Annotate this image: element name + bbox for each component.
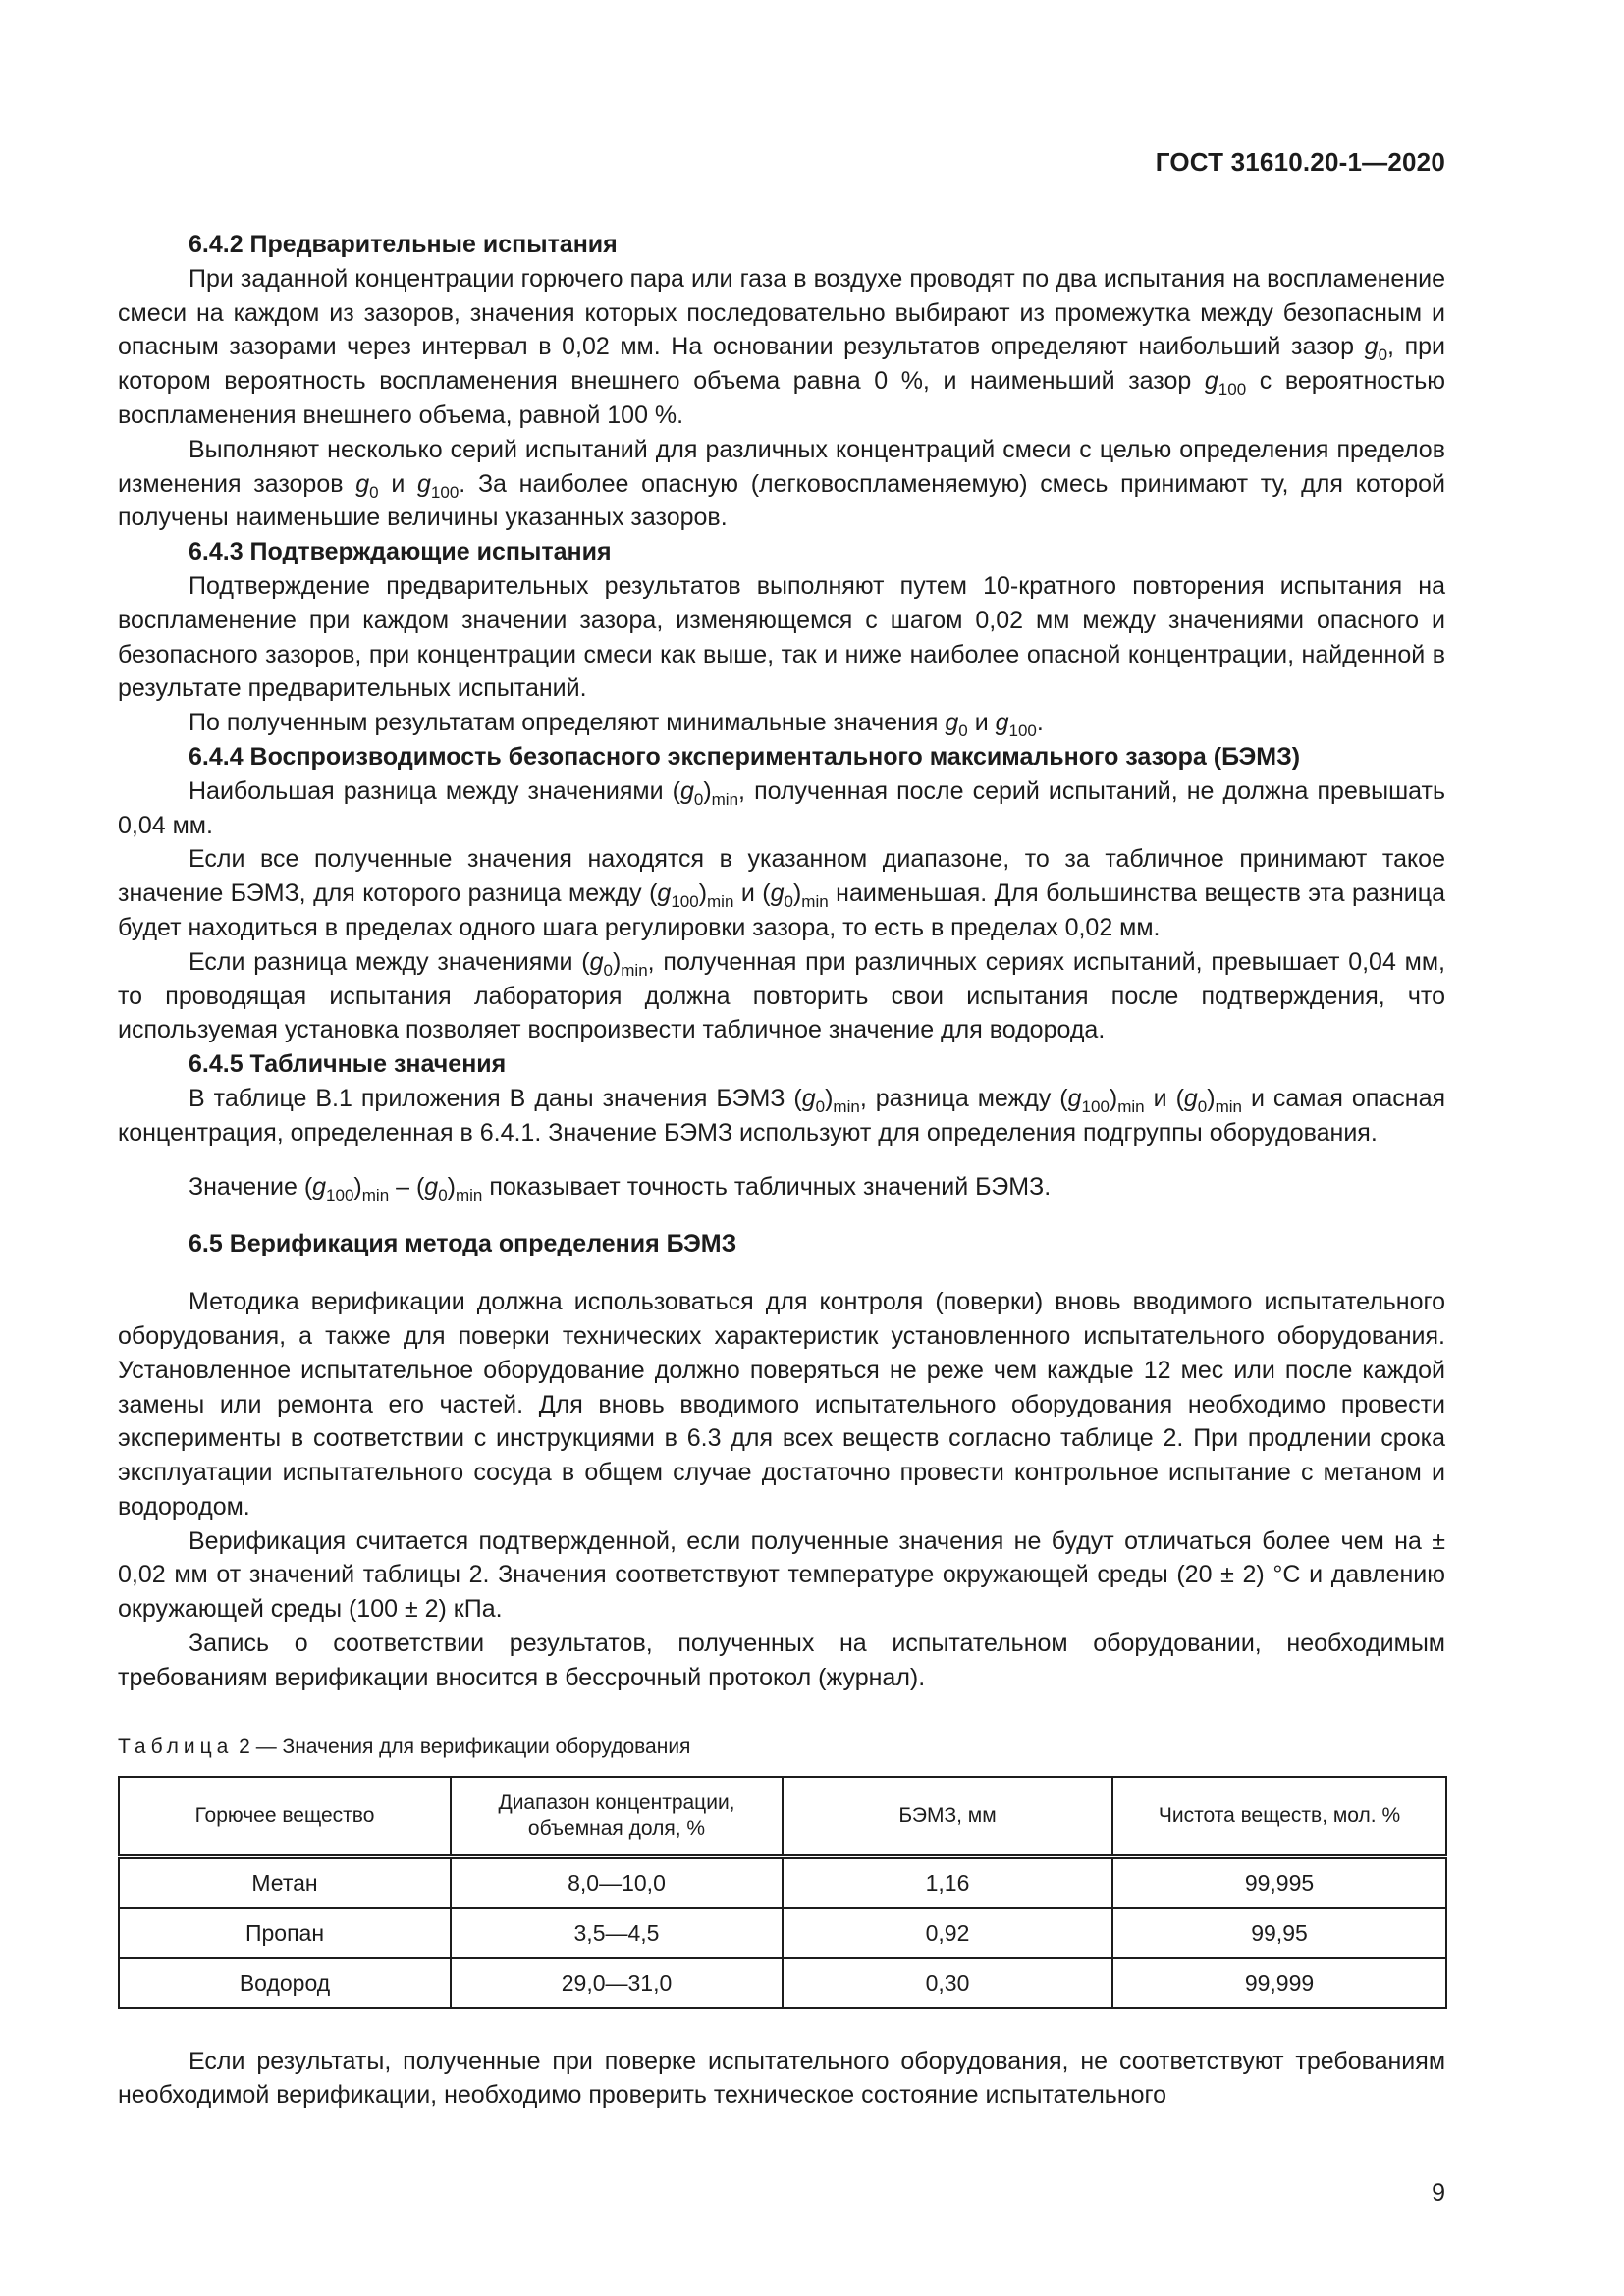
table-cell: 8,0—10,0 (451, 1856, 783, 1908)
table-cell: 3,5—4,5 (451, 1908, 783, 1958)
section-title-6-4-5: 6.4.5 Табличные значения (189, 1050, 507, 1079)
paragraph: Методика верификации должна использоваться для контроля (поверки) вновь вводимого испытательного оборудования, а также для поверки технических характеристик установленного испытательного оборудования. Установленное испытательное оборудование должно поверяться не реже чем каждые 12 мес или после каждой замены или ремонта его частей. Для вновь вводимого испытательного оборудования необходимо провести эксперименты в соответствии с инструкциями в 6.3 для всех веществ согласно таблице 2. При продлении срока эксплуатации испытательного сосуда в общем случае достаточно провести контрольное испытание с метаном и водородом. (118, 1288, 1445, 1521)
table-cell: 1,16 (783, 1856, 1112, 1908)
table-row (119, 1908, 1446, 1958)
paragraph: По полученным результатам определяют минимальные значения $g_0$ и $g_{100}$. (189, 709, 1044, 741)
paragraph: Если результаты, полученные при поверке испытательного оборудования, не соответствуют требованиям необходимой верификации, необходимо проверить техническое состояние испытательного (118, 2047, 1445, 2109)
paragraph: Наибольшая разница между значениями $(g_0)_{min}$, полученная после серий испытаний, не должна превышать 0,04 мм. (118, 776, 1445, 839)
table-row (119, 1856, 1446, 1908)
section-title-6-4-4: 6.4.4 Воспроизводимость безопасного экспериментального максимального зазора (БЭМЗ) (189, 742, 1301, 771)
column-header: Диапазон концентрации, объемная доля, % (451, 1777, 783, 1857)
table-caption: Таблица 2 — Значения для верификации оборудования (118, 1735, 691, 1758)
document-page (118, 0, 1445, 2296)
paragraph: Выполняют несколько серий испытаний для различных концентраций смеси с целью определения пределов изменения зазоров $g_0$ и $g_{100}$. За наиболее опасную (легковоспламеняемую) смесь принимают ту, для которой получены наименьшие величины указанных зазоров. (118, 435, 1445, 532)
section-title-6-5: 6.5 Верификация метода определения БЭМЗ (189, 1230, 737, 1258)
table-cell: 99,999 (1112, 1958, 1446, 2008)
column-header: Чистота веществ, мол. % (1112, 1777, 1446, 1857)
verification-table (118, 1776, 1447, 2009)
paragraph: Верификация считается подтвержденной, если полученные значения не будут отличаться более чем на ± 0,02 мм от значений таблицы 2. Значения соответствуют температуре окружающей среды (20 ± 2) °С и давлению окружающей среды (100 ± 2) кПа. (118, 1526, 1445, 1624)
column-header: Горючее вещество (119, 1777, 451, 1857)
page-number: 9 (1432, 2179, 1445, 2207)
table-cell: Метан (119, 1856, 451, 1908)
document-body (118, 228, 1445, 2112)
document-code: ГОСТ 31610.20-1—2020 (1155, 147, 1445, 177)
column-header: БЭМЗ, мм (783, 1777, 1112, 1857)
paragraph: Если все полученные значения находятся в указанном диапазоне, то за табличное принимают такое значение БЭМЗ, для которого разница между $(g_{100})_{min}$ и $(g_0)_{min}$ наименьшая. Для большинства веществ эта разница будет находиться в пределах одного шага регулировки зазора, то есть в пределах 0,02 мм. (118, 845, 1445, 941)
table-cell: 99,995 (1112, 1856, 1446, 1908)
table-cell: Пропан (119, 1908, 451, 1958)
table-cell: Водород (119, 1958, 451, 2008)
table-cell: 0,30 (783, 1958, 1112, 2008)
paragraph: Запись о соответствии результатов, полученных на испытательном оборудовании, необходимым требованиям верификации вносится в бессрочный протокол (журнал). (118, 1629, 1445, 1691)
table-header-row (119, 1777, 1446, 1857)
section-title-6-4-3: 6.4.3 Подтверждающие испытания (189, 538, 612, 566)
table-cell: 29,0—31,0 (451, 1958, 783, 2008)
paragraph: В таблице В.1 приложения В даны значения БЭМЗ $(g_0)_{min}$, разница между $(g_{100})_{min}$ и $(g_0)_{min}$ и самая опасная концентрация, определенная в 6.4.1. Значение БЭМЗ используют для определения подгруппы оборудования. (118, 1084, 1446, 1147)
paragraph: При заданной концентрации горючего пара или газа в воздухе проводят по два испытания на воспламенение смеси на каждом из зазоров, значения которых последовательно выбирают из промежутка между безопасным и опасным зазорами через интервал в 0,02 мм. На основании результатов определяют наибольший зазор $g_0$, при котором вероятность воспламенения внешнего объема равна 0 %, и наименьший зазор $g_{100}$ с вероятностью воспламенения внешнего объема, равной 100 %. (118, 264, 1446, 429)
paragraph: Если разница между значениями $(g_0)_{min}$, полученная при различных сериях испытаний, превышает 0,04 мм, то проводящая испытания лаборатория должна повторить свои испытания после подтверждения, что используемая установка позволяет воспроизвести табличное значение для водорода. (118, 947, 1445, 1044)
paragraph: Подтверждение предварительных результатов выполняют путем 10-кратного повторения испытания на воспламенение при каждом значении зазора, изменяющемся с шагом 0,02 мм между значениями опасного и безопасного зазоров, при концентрации смеси как выше, так и ниже наиболее опасной концентрации, найденной в результате предварительных испытаний. (118, 571, 1445, 703)
table-cell: 0,92 (783, 1908, 1112, 1958)
table-cell: 99,95 (1112, 1908, 1446, 1958)
paragraph: Значение $(g_{100})_{min} - (g_0)_{min}$ показывает точность табличных значений БЭМЗ. (189, 1172, 1052, 1204)
table-row (119, 1958, 1446, 2008)
section-title-6-4-2: 6.4.2 Предварительные испытания (189, 231, 618, 258)
